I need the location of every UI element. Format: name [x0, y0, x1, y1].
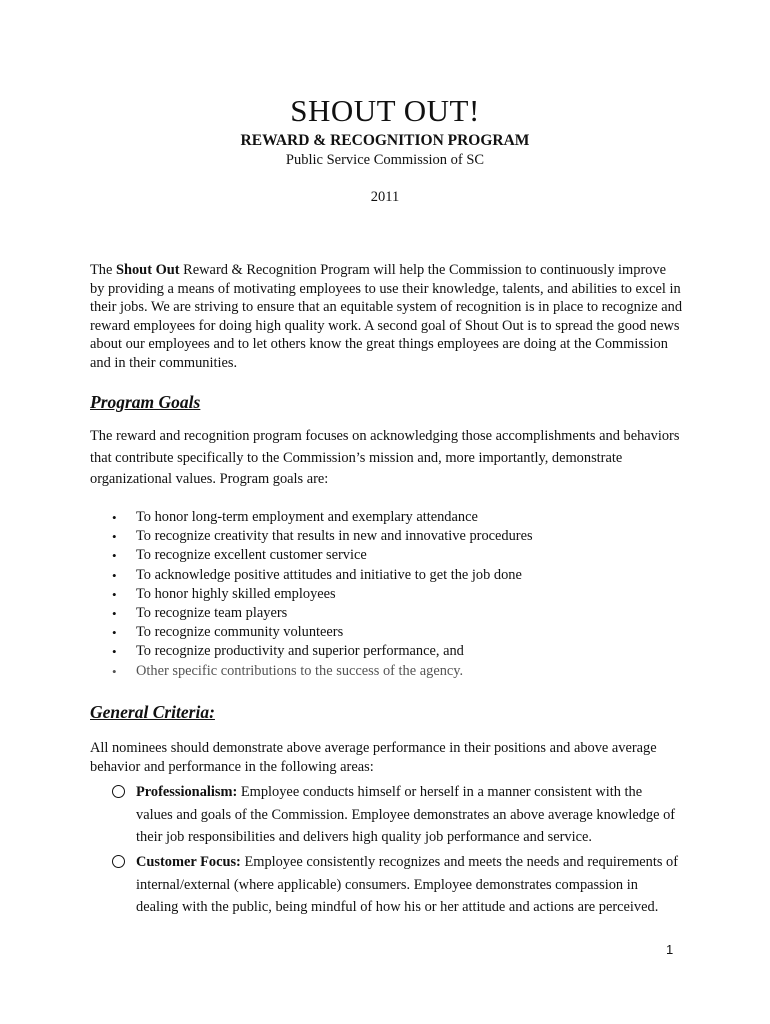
program-goals-list	[112, 508, 533, 681]
intro-text: Reward & Recognition Program will help the Commission to continuously improve by providing a means of motivating employees to use their knowledge, talents, and abilities to excel in their jobs. We are striving to ensure that an equitable system of recognition is in place to recognize and reward employees for doing high quality work. A second goal of Shout Out is to spread the good news about our employees and to let others know the great things employees are doing at the Commission and in their communities.	[90, 262, 683, 371]
bullet-icon: •	[112, 625, 117, 641]
program-goals-heading: Program Goals	[90, 392, 201, 412]
list-item-text: To recognize creativity that results in new and innovative procedures	[136, 528, 533, 545]
list-item	[112, 546, 533, 565]
general-criteria-paragraph: All nominees should demonstrate above average performance in their positions and above average behavior and performance in the following areas:	[90, 740, 657, 775]
program-goals-paragraph: The reward and recognition program focuses on acknowledging those accomplishments and behaviors that contribute specifically to the Commission’s mission and, more importantly, demonstrate organizational values. Program goals are:	[90, 428, 680, 487]
criterion-text: Employee conducts himself or herself in a manner consistent with the values and goals of the Commission. Employee demonstrates an above average knowledge of their job responsibilities and delivers high quality job performance and service.	[136, 784, 676, 845]
list-item	[112, 508, 533, 527]
program-name: Shout Out	[115, 262, 180, 278]
list-item	[112, 527, 533, 546]
list-item	[112, 642, 533, 661]
bullet-icon: •	[112, 529, 117, 545]
list-item-text: To recognize community volunteers	[136, 624, 344, 641]
bullet-icon: •	[112, 586, 117, 602]
bullet-icon: •	[112, 663, 117, 679]
page-number: 1	[666, 942, 674, 957]
organization-name: Public Service Commission of SC	[285, 152, 485, 168]
list-item	[112, 566, 533, 585]
general-criteria-heading: General Criteria:	[90, 702, 215, 722]
document-subtitle: REWARD & RECOGNITION PROGRAM	[240, 132, 530, 149]
list-item-text: To honor highly skilled employees	[136, 585, 336, 602]
criterion-body	[136, 781, 682, 849]
list-item-text: To recognize team players	[136, 605, 288, 622]
hollow-circle-bullet-icon	[112, 855, 125, 868]
bullet-icon: •	[112, 567, 117, 583]
criterion-body	[136, 851, 682, 919]
criterion-customer-focus	[112, 851, 682, 919]
intro-paragraph	[90, 261, 682, 373]
bullet-icon: •	[112, 510, 117, 525]
hollow-circle-bullet-icon	[112, 785, 125, 798]
list-item-text: To recognize productivity and superior performance, and	[136, 643, 464, 660]
list-item	[112, 623, 533, 642]
intro-prefix: The	[90, 262, 116, 278]
list-item	[112, 662, 533, 681]
bullet-icon: •	[112, 548, 117, 564]
criterion-label: Professionalism:	[136, 784, 238, 800]
list-item	[112, 604, 533, 623]
bullet-icon: •	[112, 606, 117, 622]
document-title: SHOUT OUT!	[290, 93, 480, 128]
bullet-icon: •	[112, 644, 117, 660]
criterion-professionalism	[112, 781, 682, 849]
criterion-label: Customer Focus:	[136, 854, 241, 870]
list-item-text: To honor long-term employment and exemplary attendance	[136, 509, 478, 525]
document-year: 2011	[370, 189, 400, 205]
list-item-text: To recognize excellent customer service	[136, 547, 367, 564]
list-item	[112, 585, 533, 604]
list-item-text: Other specific contributions to the success of the agency.	[136, 662, 464, 679]
list-item-text: To acknowledge positive attitudes and initiative to get the job done	[136, 566, 522, 583]
criterion-text: Employee consistently recognizes and meets the needs and requirements of internal/external (where applicable) consumers. Employee demonstrates compassion in dealing with the public, being mindful of how his or her attitude and actions are perceived.	[136, 854, 679, 915]
